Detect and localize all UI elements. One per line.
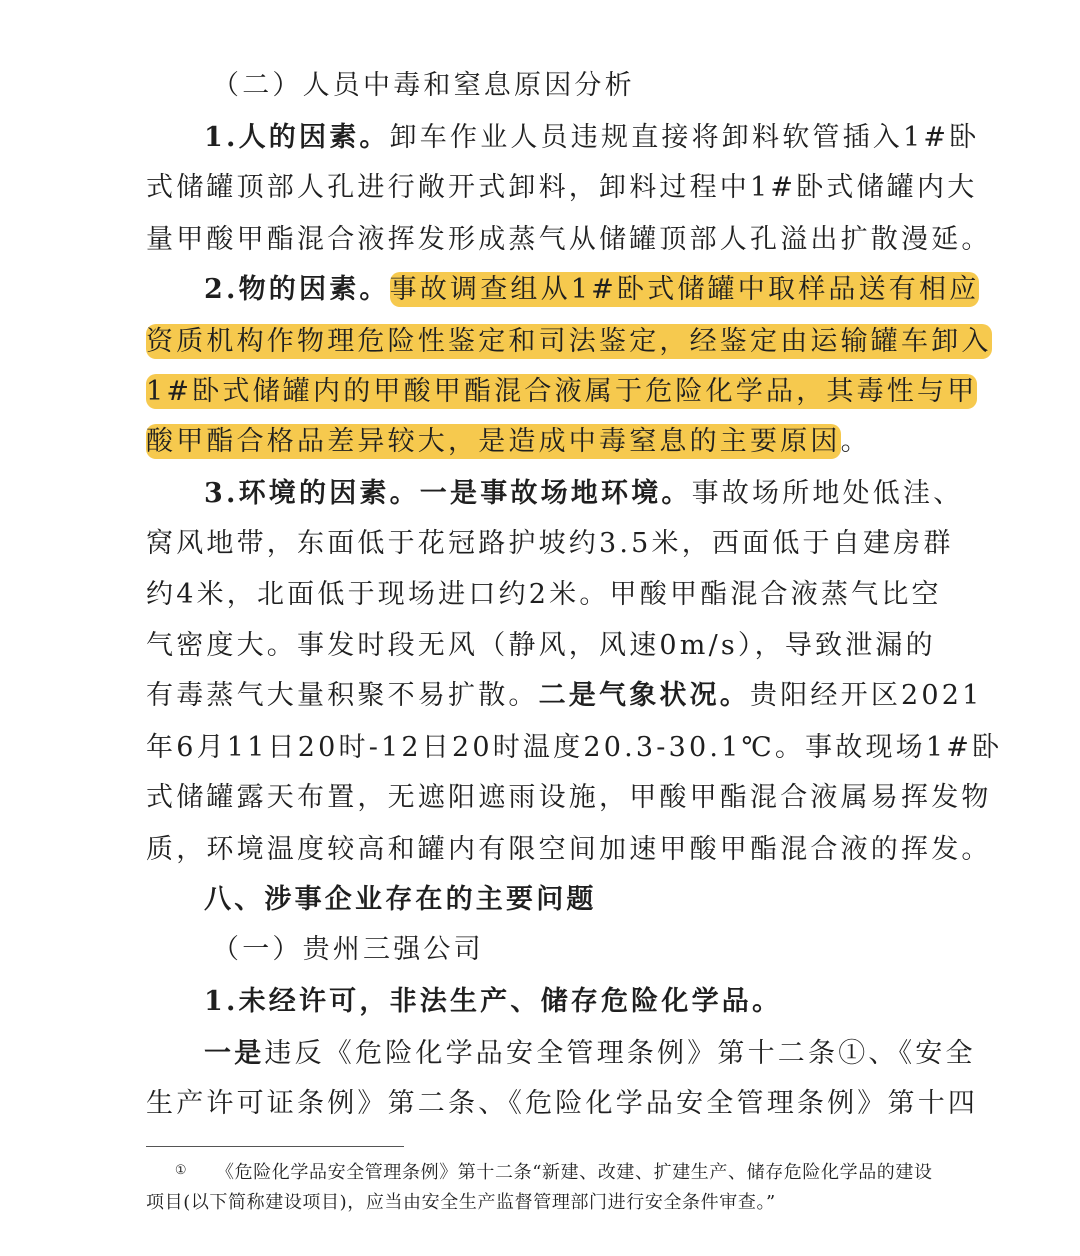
highlighted-text: 酸甲酯合格品差异较大，是造成中毒窒息的主要原因 (146, 426, 841, 457)
item-1-heading: 1.未经许可，非法生产、储存危险化学品。 (204, 986, 783, 1017)
paragraph-4-line-1 (204, 1034, 976, 1074)
item-number: 2. (204, 274, 239, 305)
paragraph-3-line-1 (204, 474, 964, 514)
item-title: 人的因素。 (238, 122, 390, 153)
item-title: 物的因素。 (238, 274, 390, 305)
paragraph-2-line-1 (204, 270, 980, 310)
paragraph-3-line-5 (146, 676, 983, 716)
paragraph-1-line-3: 量甲酸甲酯混合液挥发形成蒸气从储罐顶部人孔溢出扩散漫延。 (146, 224, 992, 255)
line-text: 有毒蒸气大量积聚不易扩散。 (146, 680, 539, 711)
line-text: 事故场所地处低洼、 (691, 478, 964, 509)
line-text: 违反《危险化学品安全管理条例》第十二条①、《安全 (264, 1038, 976, 1069)
paragraph-3-line-4: 气密度大。事发时段无风（静风，风速0m/s），导致泄漏的 (146, 630, 936, 661)
line-text: 贵阳经开区2021 (750, 680, 983, 711)
footnote-marker: ① (174, 1163, 188, 1178)
heading-text: （二）人员中毒和窒息原因分析 (212, 70, 635, 101)
item-title: 环境的因素。一是事故场地环境。 (238, 478, 692, 509)
paragraph-3-line-7: 式储罐露天布置，无遮阳遮雨设施，甲酸甲酯混合液属易挥发物 (146, 782, 992, 813)
paragraph-2-line-3 (146, 372, 978, 412)
paragraph-1-line-2: 式储罐顶部人孔进行敞开式卸料，卸料过程中1#卧式储罐内大 (146, 172, 978, 203)
footnote-text: 《危险化学品安全管理条例》第十二条“新建、改建、扩建生产、储存危险化学品的建设 (216, 1162, 933, 1183)
footnote-line-1 (146, 1156, 946, 1188)
item-number: 1. (204, 122, 239, 153)
item-number: 3. (204, 478, 239, 509)
bold-text: 二是气象状况。 (538, 680, 751, 711)
subsection-heading: （一）贵州三强公司 (212, 934, 484, 965)
paragraph-1-line-1 (204, 118, 980, 158)
section-heading-cause (212, 66, 1012, 106)
section-8-heading: 八、涉事企业存在的主要问题 (204, 884, 597, 915)
paragraph-3-line-2: 窝风地带，东面低于花冠路护坡约3.5米，西面低于自建房群 (146, 528, 954, 559)
paragraph-3-line-6: 年6月11日20时-12日20时温度20.3-30.1℃。事故现场1#卧 (146, 732, 1003, 763)
paragraph-2-line-4 (146, 422, 946, 462)
footnote-rule (146, 1146, 404, 1147)
bold-lead: 一是 (204, 1038, 265, 1069)
line-text: 卸车作业人员违规直接将卸料软管插入1#卧 (389, 122, 980, 153)
highlighted-text: 1#卧式储罐内的甲酸甲酯混合液属于危险化学品，其毒性与甲 (146, 376, 978, 407)
paragraph-2-line-2 (146, 322, 992, 362)
paragraph-3-line-3: 约4米，北面低于现场进口约2米。甲酸甲酯混合液蒸气比空 (146, 579, 942, 610)
paragraph-4-line-2: 生产许可证条例》第二条、《危险化学品安全管理条例》第十四 (146, 1088, 979, 1119)
highlighted-text: 事故调查组从1#卧式储罐中取样品送有相应 (389, 274, 980, 305)
highlighted-text: 资质机构作物理危险性鉴定和司法鉴定，经鉴定由运输罐车卸入 (146, 326, 992, 357)
paragraph-3-line-8: 质，环境温度较高和罐内有限空间加速甲酸甲酯混合液的挥发。 (146, 834, 992, 865)
line-end: 。 (840, 426, 871, 457)
footnote-line-2: 项目(以下简称建设项目)，应当由安全生产监督管理部门进行安全条件审查。” (146, 1192, 776, 1213)
